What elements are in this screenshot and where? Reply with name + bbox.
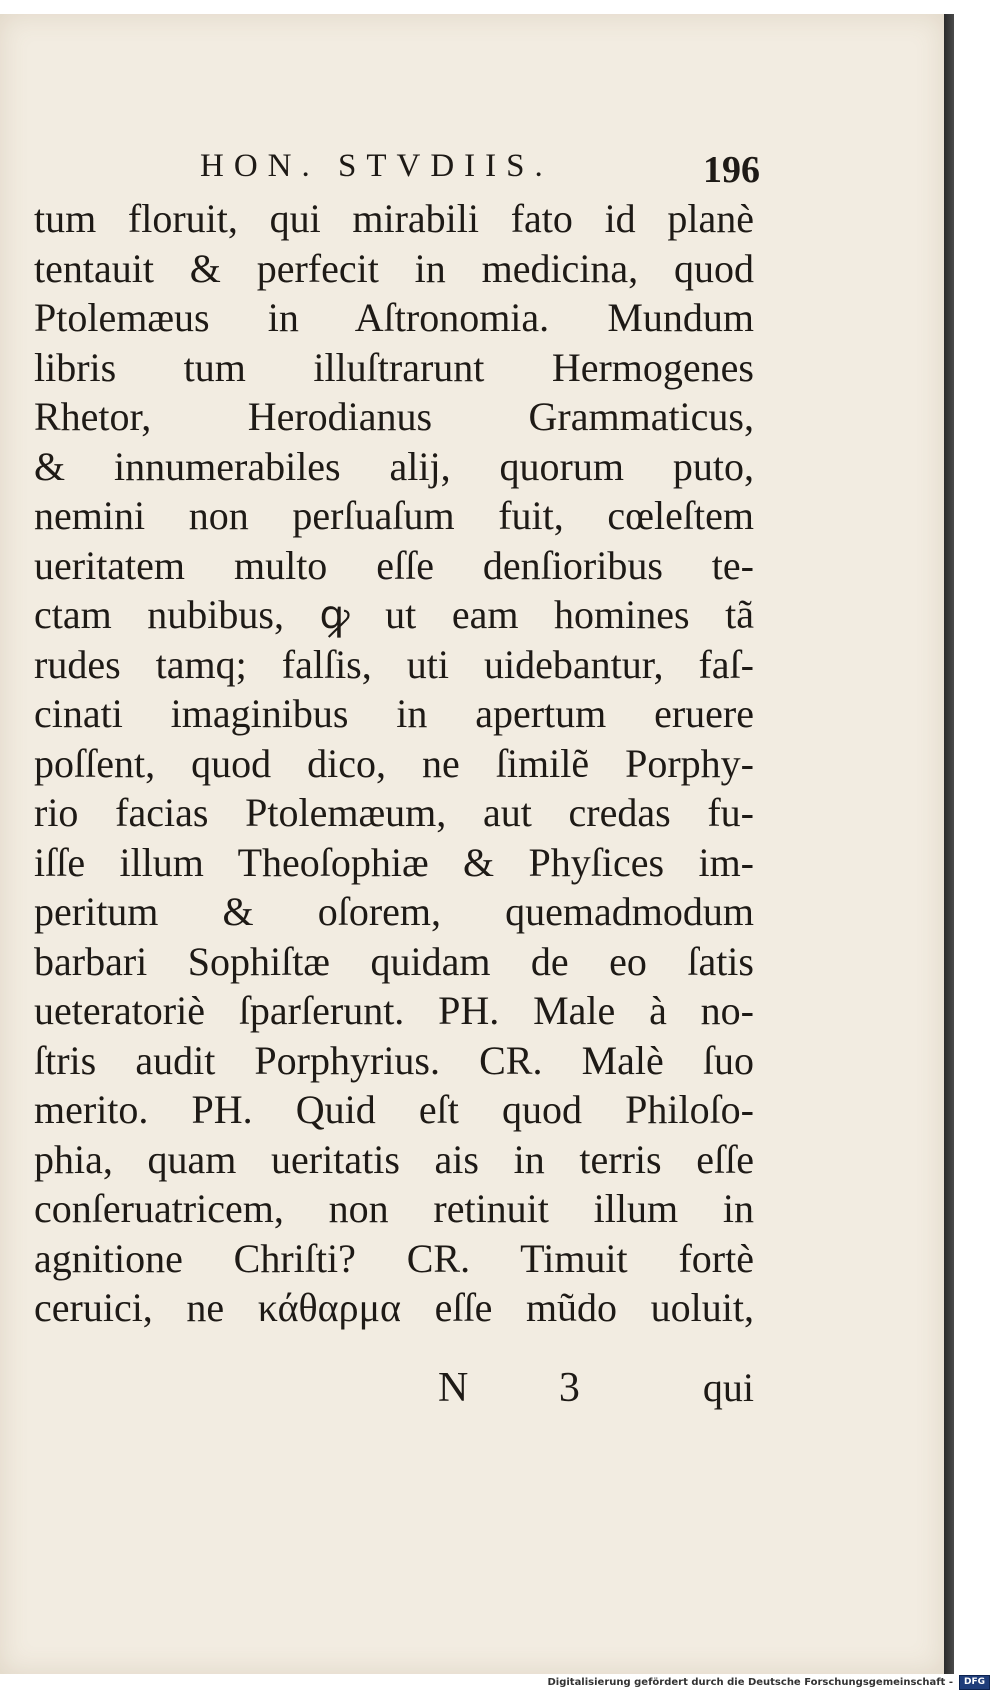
page-number: 196 xyxy=(703,149,760,191)
running-head: HON. STVDIIS. xyxy=(200,148,553,184)
text-line: phia, quam ueritatis ais in terris eſſe xyxy=(34,1136,754,1182)
text-line: conſeruatricem, non retinuit illum in xyxy=(34,1186,754,1231)
page-footer xyxy=(34,1364,754,1424)
text-line: iſſe illum Theoſophiæ & Phyſices im- xyxy=(34,839,754,885)
text-line: rio facias Ptolemæum, aut credas fu- xyxy=(34,790,754,835)
text-line: Rhetor, Herodianus Grammaticus, xyxy=(34,394,754,439)
book-page xyxy=(0,14,946,1674)
text-line: tum floruit, qui mirabili fato id planè xyxy=(34,196,754,241)
text-line: barbari Sophiſtæ quidam de eo ſatis xyxy=(34,938,754,984)
signature-mark: N 3 xyxy=(438,1365,620,1411)
text-line: ſtris audit Porphyrius. CR. Malè ſuo xyxy=(34,1037,754,1083)
credit-text: Digitalisierung gefördert durch die Deutsche Forschungsgemeinschaft - xyxy=(547,1676,953,1688)
text-line: ueritatem multo eſſe denſioribus te- xyxy=(34,542,754,588)
text-line: agnitione Chriſti? CR. Timuit fortè xyxy=(34,1235,754,1281)
text-line: libris tum illuſtrarunt Hermogenes xyxy=(34,344,754,390)
text-line: ceruici, ne κάθαρμα eſſe mũdo uoluit, xyxy=(34,1285,754,1330)
text-line: Ptolemæus in Aſtronomia. Mundum xyxy=(34,295,754,340)
text-line: merito. PH. Quid eſt quod Philoſo- xyxy=(34,1087,754,1132)
dfg-logo: DFG xyxy=(959,1675,990,1690)
text-line: rudes tamq; falſis, uti uidebantur, faſ- xyxy=(34,641,754,687)
text-line: & innumerabiles alij, quorum puto, xyxy=(34,443,754,489)
text-line: poſſent, quod dico, ne ſimilẽ Porphy- xyxy=(34,740,754,786)
text-line: nemini non perſuaſum fuit, cœleſtem xyxy=(34,493,754,538)
text-line: ctam nubibus, ꝙ ut eam homines tã xyxy=(34,592,754,637)
text-line: ueteratoriè ſparſerunt. PH. Male à no- xyxy=(34,988,754,1033)
body-text xyxy=(34,194,754,1333)
page-edge xyxy=(944,14,954,1674)
text-line: tentauit & perfecit in medicina, quod xyxy=(34,245,754,291)
digitization-credit xyxy=(547,1675,990,1689)
text-line: cinati imaginibus in apertum eruere xyxy=(34,691,754,736)
catchword: qui xyxy=(702,1365,754,1410)
text-line: peritum & oſorem, quemadmodum xyxy=(34,889,754,934)
page-header xyxy=(40,148,760,192)
